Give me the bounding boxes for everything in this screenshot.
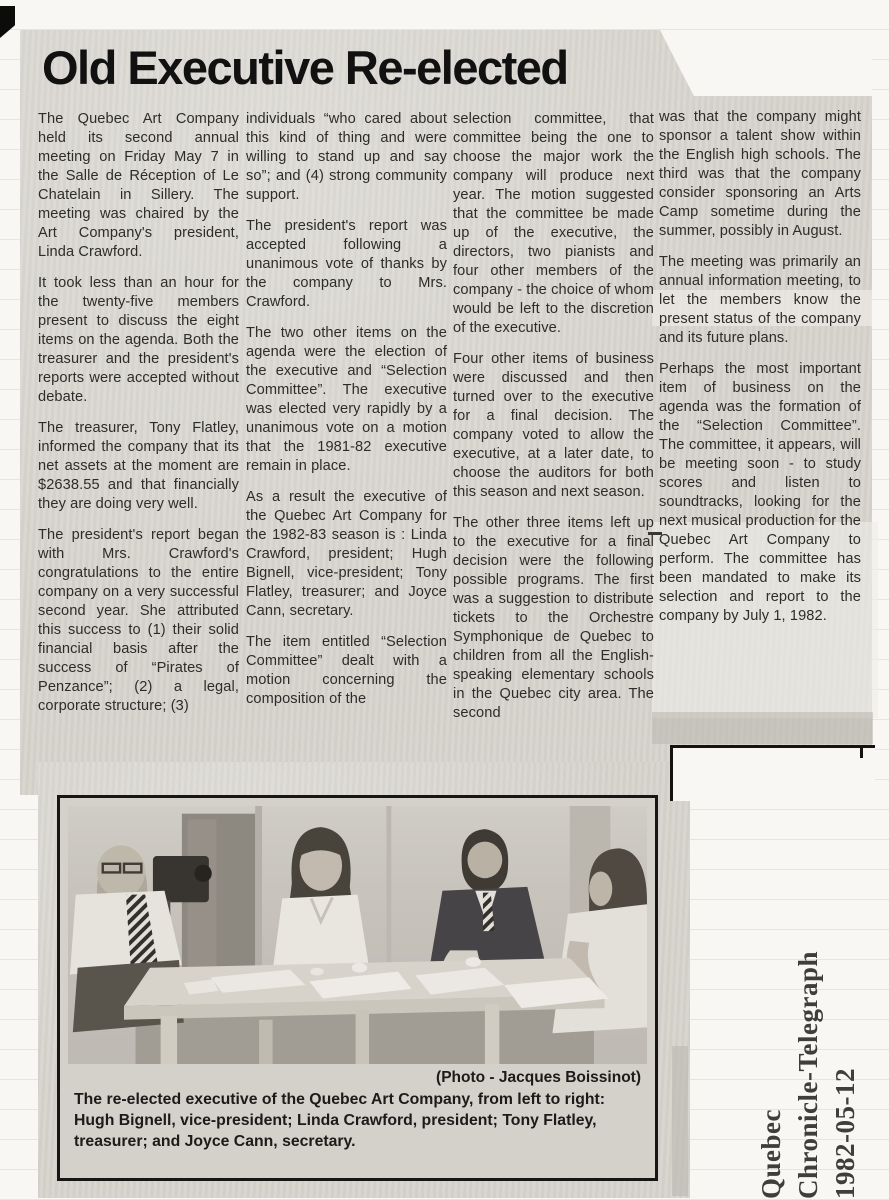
article-column-4	[659, 108, 861, 754]
article-paragraph: Four other items of business were discussed and then turned over to the executive for a final decision. The company voted to allow the executive, at a later date, to choose the auditors for both this season and next season.	[453, 351, 654, 500]
article-paragraph: As a result the executive of the Quebec Art Company for the 1982-83 season is : Linda Crawford, president; Hugh Bignell, vice-president; Tony Flatley, treasurer; and Joyce Cann, secretary.	[246, 489, 447, 619]
article-paragraph: The meeting was primarily an annual information meeting, to let the members know the present status of the company and its future plans.	[659, 254, 861, 346]
source-annotation-line: 1982-05-12	[830, 1068, 860, 1199]
photo-frame	[57, 795, 658, 1181]
article-column-3	[453, 110, 654, 802]
clipping-shadow-edge	[672, 1046, 688, 1196]
article-paragraph: Perhaps the most important item of business on the agenda was the formation of the “Selection Committee”. The committee, it appears, will be meeting soon - to study scores and listen to soundtracks, looking for the next musical production for the Quebec Art Company to perform. The committee has been mandated to make its selection and report to the company by July 1, 1982.	[659, 361, 861, 624]
adjacent-clipping-corner	[670, 745, 875, 801]
source-annotation	[753, 827, 864, 1199]
article-paragraph: It took less than an hour for the twenty-five members present to discuss the eight items on the agenda. Both the treasurer and the president's reports were accepted without debate.	[38, 275, 239, 405]
article-paragraph: The other three items left up to the executive for a final decision were the following possible programs. The first was a suggestion to distribute tickets to the Orchestre Symphonique de Quebec to children from all the English-speaking elementary schools in the Quebec city area. The second	[453, 515, 654, 721]
scan-corner-mark	[0, 6, 15, 38]
article-column-2	[246, 110, 447, 802]
source-annotation-line: Chronicle-Telegraph	[793, 950, 823, 1199]
article-paragraph: was that the company might sponsor a talent show within the English high schools. The third was that the company consider sponsoring an Arts Camp sometime during the summer, possibly in August.	[659, 109, 861, 239]
adjacent-clipping-corner-mark	[860, 745, 863, 758]
article-paragraph: The two other items on the agenda were the election of the executive and “Selection Committee”. The executive was elected very rapidly by a unanimous vote on a motion that the 1981-82 executive remain in place.	[246, 325, 447, 474]
meeting-photo	[68, 806, 647, 1064]
photo-caption: The re-elected executive of the Quebec Art Company, from left to right: Hugh Bignell, vice-president; Linda Crawford, president; Tony Flatley, treasurer; and Joyce Cann, secretary.	[74, 1091, 606, 1150]
photo-credit: (Photo - Jacques Boissinot)	[436, 1069, 641, 1086]
article-paragraph: The item entitled “Selection Committee” dealt with a motion concerning the composition of the	[246, 634, 447, 707]
article-paragraph: The Quebec Art Company held its second annual meeting on Friday May 7 in the Salle de Réception of Le Chatelain in Sillery. The meeting was chaired by the Art Company's president, Linda Crawford.	[38, 111, 239, 260]
article-paragraph: The treasurer, Tony Flatley, informed the company that its net assets at the moment are $2638.55 and that financially they are doing very well.	[38, 420, 239, 512]
article-paragraph: selection committee, that committee being the one to choose the major work the company will produce next year. The motion suggested that the committee be made up of the executive, the directors, two pianists and four other members of the company - the choice of whom would be left to the discretion of the executive.	[453, 111, 654, 336]
source-annotation-line: Quebec	[756, 1109, 786, 1199]
page-title: Old Executive Re-elected	[42, 41, 568, 94]
article-paragraph: The president's report was accepted following a unanimous vote of thanks by the company to Mrs. Crawford.	[246, 218, 447, 310]
article-column-1	[38, 110, 239, 802]
article-paragraph: The president's report began with Mrs. Crawford's congratulations to the entire company on a very successful second year. She attributed this success to (1) their solid financial basis after the success of “Pirates of Penzance”; (2) a legal, corporate structure; (3)	[38, 527, 239, 714]
article-paragraph: individuals “who cared about this kind of thing and were willing to stand up and say so”; and (4) strong community support.	[246, 111, 447, 203]
